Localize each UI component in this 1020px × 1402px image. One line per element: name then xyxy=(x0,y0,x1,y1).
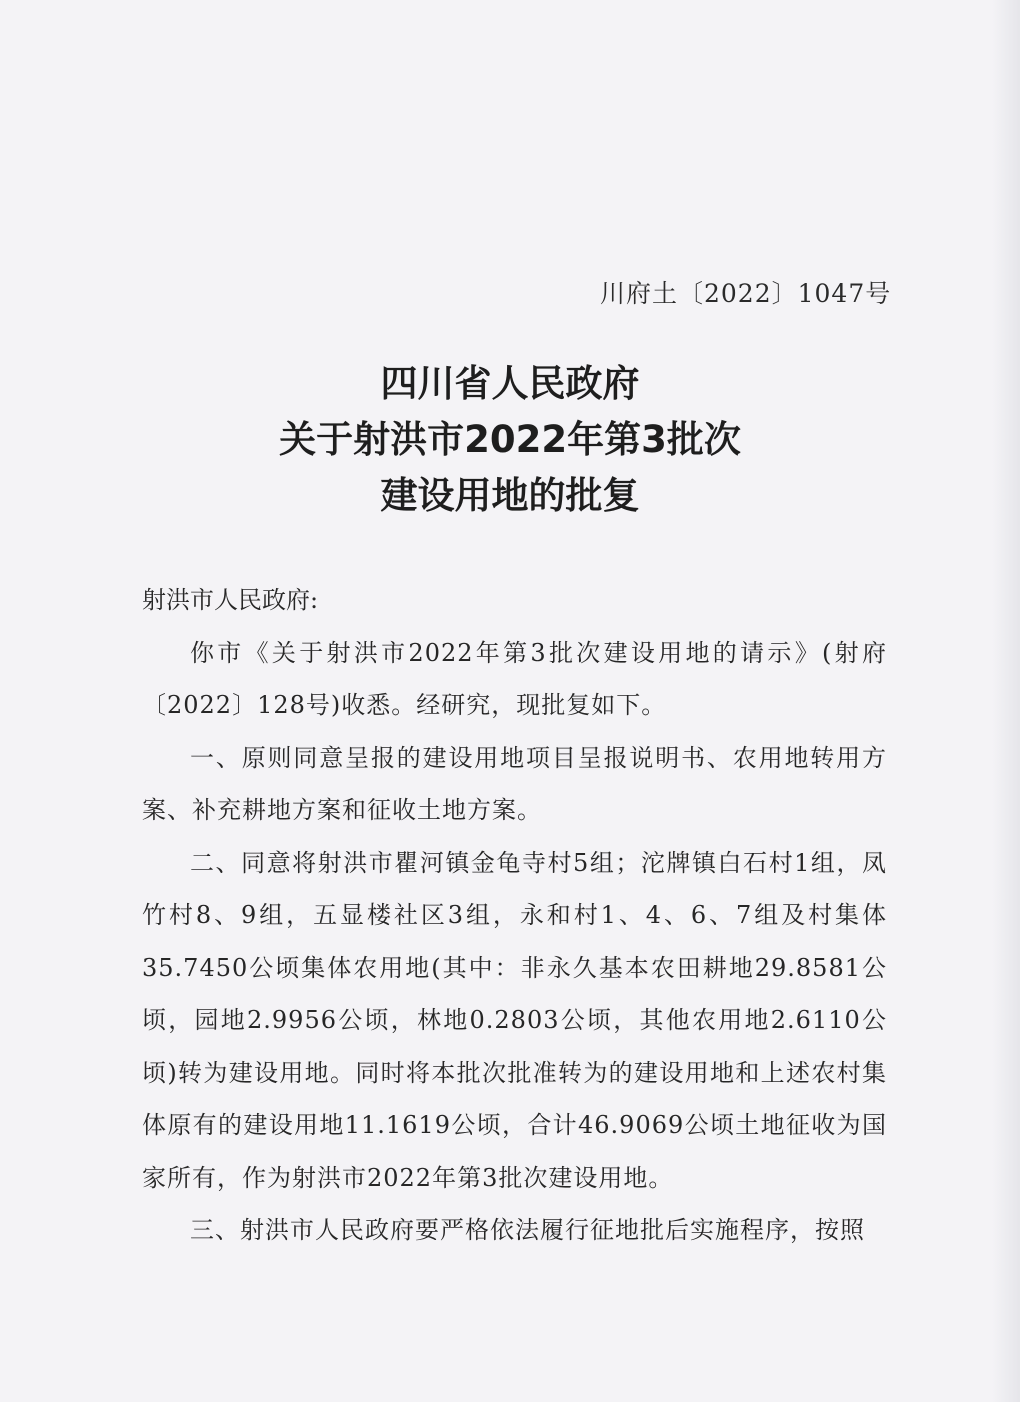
paragraph-item-3: 三、射洪市人民政府要严格依法履行征地批后实施程序，按照 xyxy=(190,1216,865,1244)
scan-edge-shadow xyxy=(992,0,1020,1402)
title-line-2: 关于射洪市2022年第3批次 xyxy=(279,418,741,461)
title-line-3: 建设用地的批复 xyxy=(380,474,640,517)
addressee: 射洪市人民政府: xyxy=(142,586,319,614)
paragraph-item-1: 一、原则同意呈报的建设用地项目呈报说明书、农用地转用方案、补充耕地方案和征收土地方案。 xyxy=(142,743,887,824)
document-title xyxy=(0,356,1020,524)
paragraph-intro: 你市《关于射洪市2022年第3批次建设用地的请示》(射府〔2022〕128号)收悉。经研究，现批复如下。 xyxy=(142,638,887,719)
document-number: 川府土〔2022〕1047号 xyxy=(600,279,892,308)
title-line-1: 四川省人民政府 xyxy=(380,362,640,405)
document-body xyxy=(142,574,887,1257)
paragraph-item-2: 二、同意将射洪市瞿河镇金龟寺村5组；沱牌镇白石村1组，凤竹村8、9组，五显楼社区3组，永和村1、4、6、7组及村集体35.7450公顷集体农用地(其中：非永久基本农田耕地29.8581公顷，园地2.9956公顷，林地0.2803公顷，其他农用地2.6110公顷)转为建设用地。同时将本批次批准转为的建设用地和上述农村集体原有的建设用地11.1619公顷，合计46.9069公顷土地征收为国家所有，作为射洪市2022年第3批次建设用地。 xyxy=(142,848,887,1192)
